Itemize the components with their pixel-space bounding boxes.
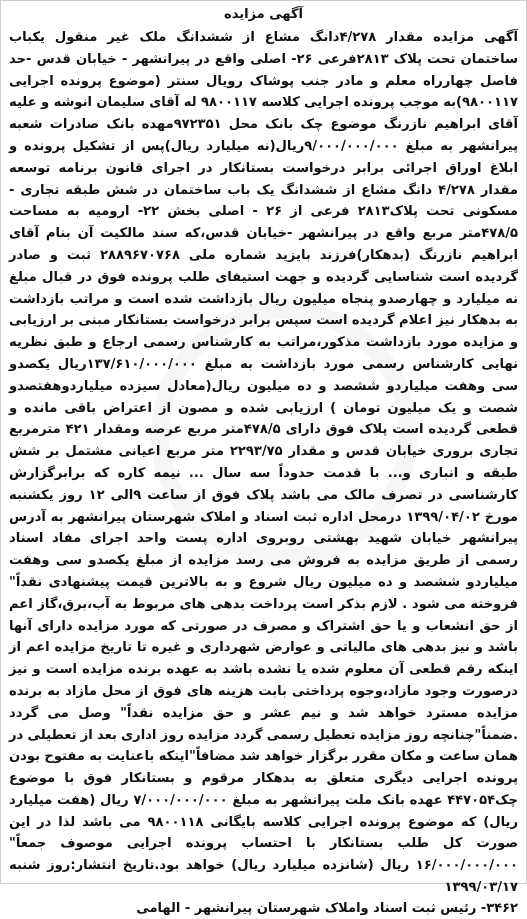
notice-body: آگهی مزایده مقدار ۴/۲۷۸دانگ مشاع از ششدانگ ملک غیر منقول یکباب ساختمان تحت پلاک ۲۸۱۳فرعی ۲۶- اصلی واقع در پیرانشهر - خیابان قدس -حد فاصل چهارراه معلم و مادر جنب پوشاک رویال سنتر (موضوع پرونده اجرایی ۹۸۰۰۱۱۷)به موجب پرونده اجرایی کلاسه ۹۸۰۰۱۱۷ له آقای سلیمان انوشه و علیه آقای ابراهیم نازرنگ موضوع چک بانک محل ۹۷۲۳۵۱مهده بانک صادرات شعبه پیرانشهر به مبلغ ۹/۰۰۰/۰۰۰/۰۰۰ریال(نه میلیارد ریال)پس از تشکیل پرونده و ابلاغ اوراق اجرائی برابر درخواست بستانکار در اجرای قانون برنامه توسعه مقدار ۴/۲۷۸ دانگ مشاع از ششدانگ یک باب ساختمان در شش طبقه تجاری - مسکونی تحت پلاک۲۸۱۳ فرعی از ۲۶ - اصلی بخش ۲۲- ارومیه به مساحت ۴۷۸/۵متر مربع واقع در پیرانشهر -خیابان قدس،که سند مالکیت آن بنام آقای ابراهیم نازرنگ (بدهکار)فرزند بایزید شماره ملی ۲۸۸۹۶۷۰۷۶۸ ثبت و صادر گردیده است شناسایی گردیده و جهت استیفای طلب پرونده فوق در قبال مبلغ نه میلیارد و چهارصدو پنجاه میلیون ریال بازداشت شده است و مراتب بازداشت به بدهکار نیز اعلام گردیده است سپس برابر درخواست بستانکار مبنی بر ارزیابی و مزایده مورد بازداشت مذکور،مراتب به کارشناس رسمی ارجاع و طبق نظریه نهایی کارشناس رسمی مورد بازداشت به مبلغ ۱۳۷/۶۱۰/۰۰۰/۰۰۰ریال یکصدو سی وهفت میلیاردو ششصد و ده میلیون ریال(معادل سیزده میلیاردوهفتصدو شصت و یک میلیون تومان ) ارزیابی شده و مصون از اعتراض باقی مانده و قطعی گردیده است پلاک فوق دارای ۴۷۸/۵متر مربع عرصه ومقدار ۴۲۱ مترمربع تجاری بروری خیابان قدس و مقدار ۲۲۹۳/۷۵ متر مربع اعیانی مشتمل بر شش طبقه و انباری و... با قدمت حدوداً سه سال ... نیمه کاره که برابرگزارش کارشناسی در تصرف مالک می باشد پلاک فوق از ساعت ۹الی ۱۲ روز یکشنبه مورخ ۱۳۹۹/۰۴/۰۲ درمحل اداره ثبت اسناد و املاک شهرستان پیرانشهر به آدرس پیرانشهر خیابان شهید بهشتی روبروی اداره پست واحد اجرای مفاد اسناد رسمی از طریق مزایده به فروش می رسد مزایده از مبلغ یکصدو سی وهفت میلیاردو ششصد و ده میلیون ریال شروع و به بالاترین قیمت پیشنهادی نقداً" فروخته می شود . لازم بذکر است پرداخت بدهی های مربوط به آب،برق،گاز اعم از حق انشعاب و یا حق اشتراک و مصرف در صورتی که مورد مزایده دارای آنها باشد و نیز بدهی های مالیاتی و عوارض شهرداری و غیره تا تاریخ مزایده اعم از اینکه رقم قطعی آن معلوم شده یا نشده باشد به عهده برنده مزایده است و نیز درصورت وجود مازاد،وجوه پرداختی بابت هزینه های فوق از محل مازاد به برنده مزایده مسترد خواهد شد و نیم عشر و حق مزایده نقداً" وصل می گردد .ضمناً"چنانچه روز مزایده تعطیل رسمی گردد مزایده روز اداری بعد از تعطیلی در همان ساعت و مکان مقرر برگزار خواهد شد مضافاً"اینکه باعنایت به مفتوح بودن پرونده اجرایی دیگری متعلق به بدهکار مرقوم و بستانکار فوق با موضوع چک۴۴۷۰۵۴ عهده بانک ملت پیرانشهر به مبلغ ۷/۰۰۰/۰۰۰/۰۰۰ ریال (هفت میلیارد ریال) که موضوع پرونده اجرایی کلاسه بایگانی ۹۸۰۰۱۱۸ می باشد لذا در این صورت کل طلب بستانکار با احتساب پرونده اجرایی موصوف جمعاً" ۱۶/۰۰۰/۰۰۰/۰۰۰ ریال (شانزده میلیارد ریال) خواهد بود.تاریخ انتشار:روز شنبه ۱۳۹۹/۰۳/۱۷ [9,30,519,896]
notice-title: آگهی مزایده [224,7,303,22]
notice-signature: ۳۴۶۲- رئیس ثبت اسناد واملاک شهرستان پیرانشهر - الهامی [136,900,518,916]
